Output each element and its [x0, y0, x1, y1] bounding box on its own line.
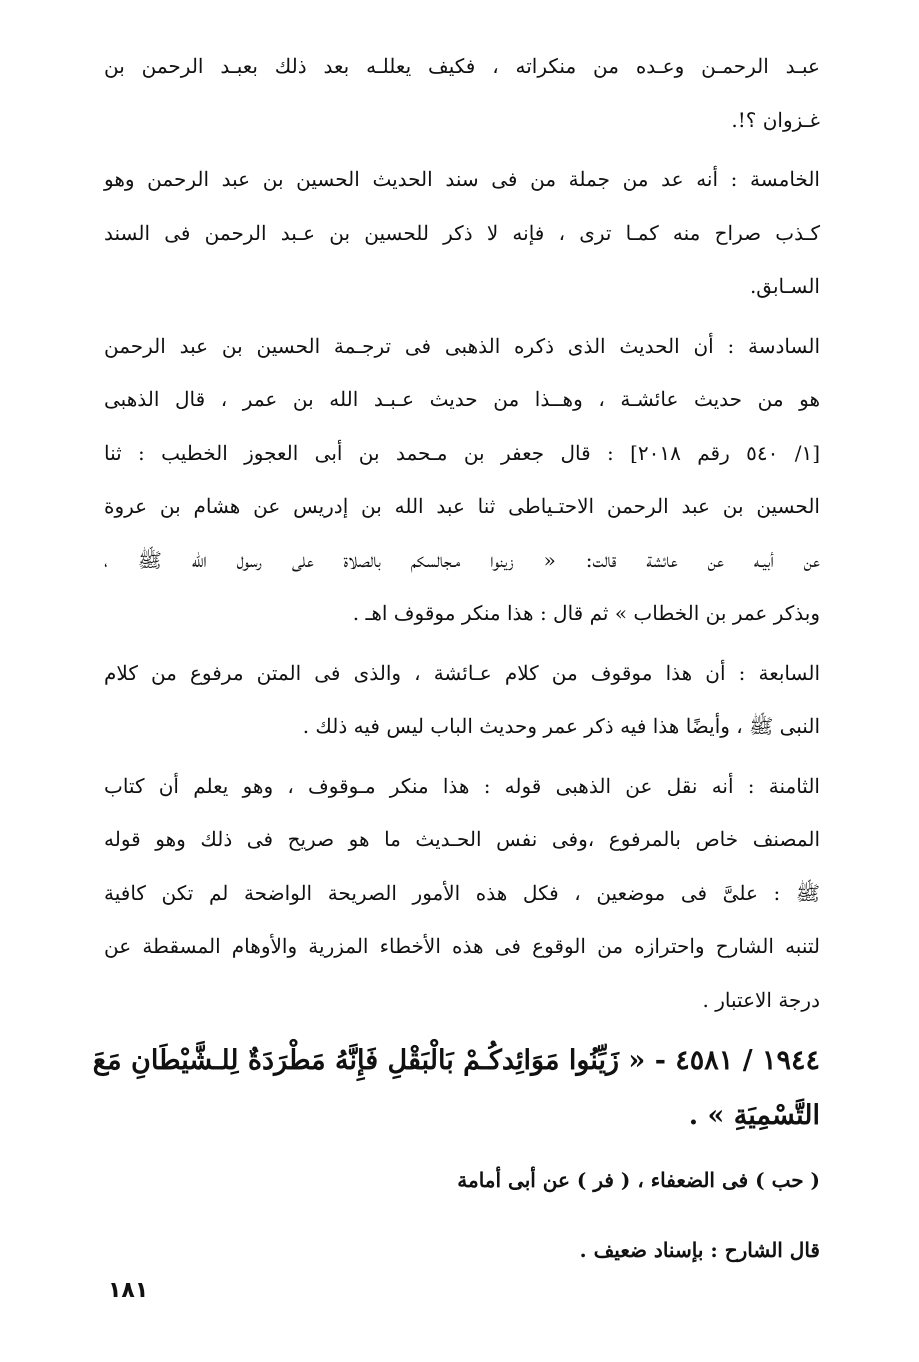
- text-line: كـذب صراح منه كمـا ترى ، فإنه لا ذكر للحسين بن عـبد الرحمن فى السند: [104, 220, 820, 245]
- text-line: لتنبه الشارح واحترازه من الوقوع فى هذه الأخطاء المزرية والأوهام المسقطة عن: [104, 934, 820, 958]
- paragraph-fifth: [104, 153, 820, 314]
- text-line: الخامسة : أنه عد من جملة من فى سند الحديث الحسين بن عبد الرحمن وهو: [104, 167, 820, 191]
- hadith-text: [92, 1033, 820, 1143]
- hadith-line: التَّسْمِيَةِ » .: [688, 1100, 820, 1131]
- text-line: درجة الاعتبار .: [702, 987, 820, 1012]
- commentator-verdict: قال الشارح : بإسناد ضعيف .: [579, 1238, 820, 1262]
- page-number: ١٨١: [108, 1278, 149, 1303]
- text-line: ﷺ : علىَّ فى موضعين ، فكل هذه الأمور الصريحة الواضحة لم تكن كافية: [104, 880, 820, 905]
- paragraph-seventh: [104, 647, 820, 754]
- text-line: المصنف خاص بالمرفوع ،وفى نفس الحـديث ما هو صريح فى ذلك وهو قوله: [104, 827, 820, 851]
- text-line: هو من حديث عائشـة ، وهــذا من حديث عـبـد الله بن عمر ، قال الذهبى: [104, 387, 820, 411]
- text-line: عن أبيـه عن عائشة قالت: « زينوا مـجالسكم بالصلاة على رسول الله ﷺ ،: [104, 547, 820, 572]
- text-line: السادسة : أن الحديث الذى ذكره الذهبى فى ترجـمة الحسين بن عبد الرحمن: [104, 333, 820, 358]
- text-line: السابعة : أن هذا موقوف من كلام عـائشة ، والذى فى المتن مرفوع من كلام: [104, 660, 820, 685]
- text-line: الثامنة : أنه نقل عن الذهبى قوله : هذا منكر مـوقوف ، وهو يعلم أن كتاب: [104, 773, 820, 798]
- text-line: الحسين بن عبد الرحمن الاحتـياطى ثنا عبد الله بن إدريس عن هشام بن عروة: [104, 494, 820, 518]
- page-body: [92, 40, 820, 1265]
- paragraph-sixth: [104, 320, 820, 641]
- text-line: السـابق.: [749, 274, 820, 298]
- text-line: عبـد الرحمـن وعـده من منكراته ، فكيف يعللـه بعد ذلك بعبـد الرحمن بن: [104, 54, 820, 78]
- text-line: [١/ ٥٤٠ رقم ٢٠١٨] : قال جعفر بن مـحمد بن أبى العجوز الخطيب : ثنا: [104, 440, 820, 465]
- hadith-source: ( حب ) فى الضعفاء ، ( فر ) عن أبى أمامة: [457, 1168, 820, 1192]
- hadith-line: ١٩٤٤ / ٤٥٨١ - « زَيِّنُوا مَوَائِدكُـمْ بَالْبَقْلِ فَإِنَّهُ مَطْرَدَةٌ لِلـشَّيْطَانِ مَعَ: [92, 1045, 820, 1076]
- text-line: غـزوان ؟!.: [731, 107, 820, 132]
- text-line: وبذكر عمر بن الخطاب » ثم قال : هذا منكر موقوف اهـ .: [352, 601, 820, 625]
- text-line: النبى ﷺ ، وأيضًا هذا فيه ذكر عمر وحديث الباب ليس فيه ذلك .: [302, 714, 820, 738]
- paragraph-eighth: [104, 760, 820, 1028]
- paragraph-intro: [104, 40, 820, 147]
